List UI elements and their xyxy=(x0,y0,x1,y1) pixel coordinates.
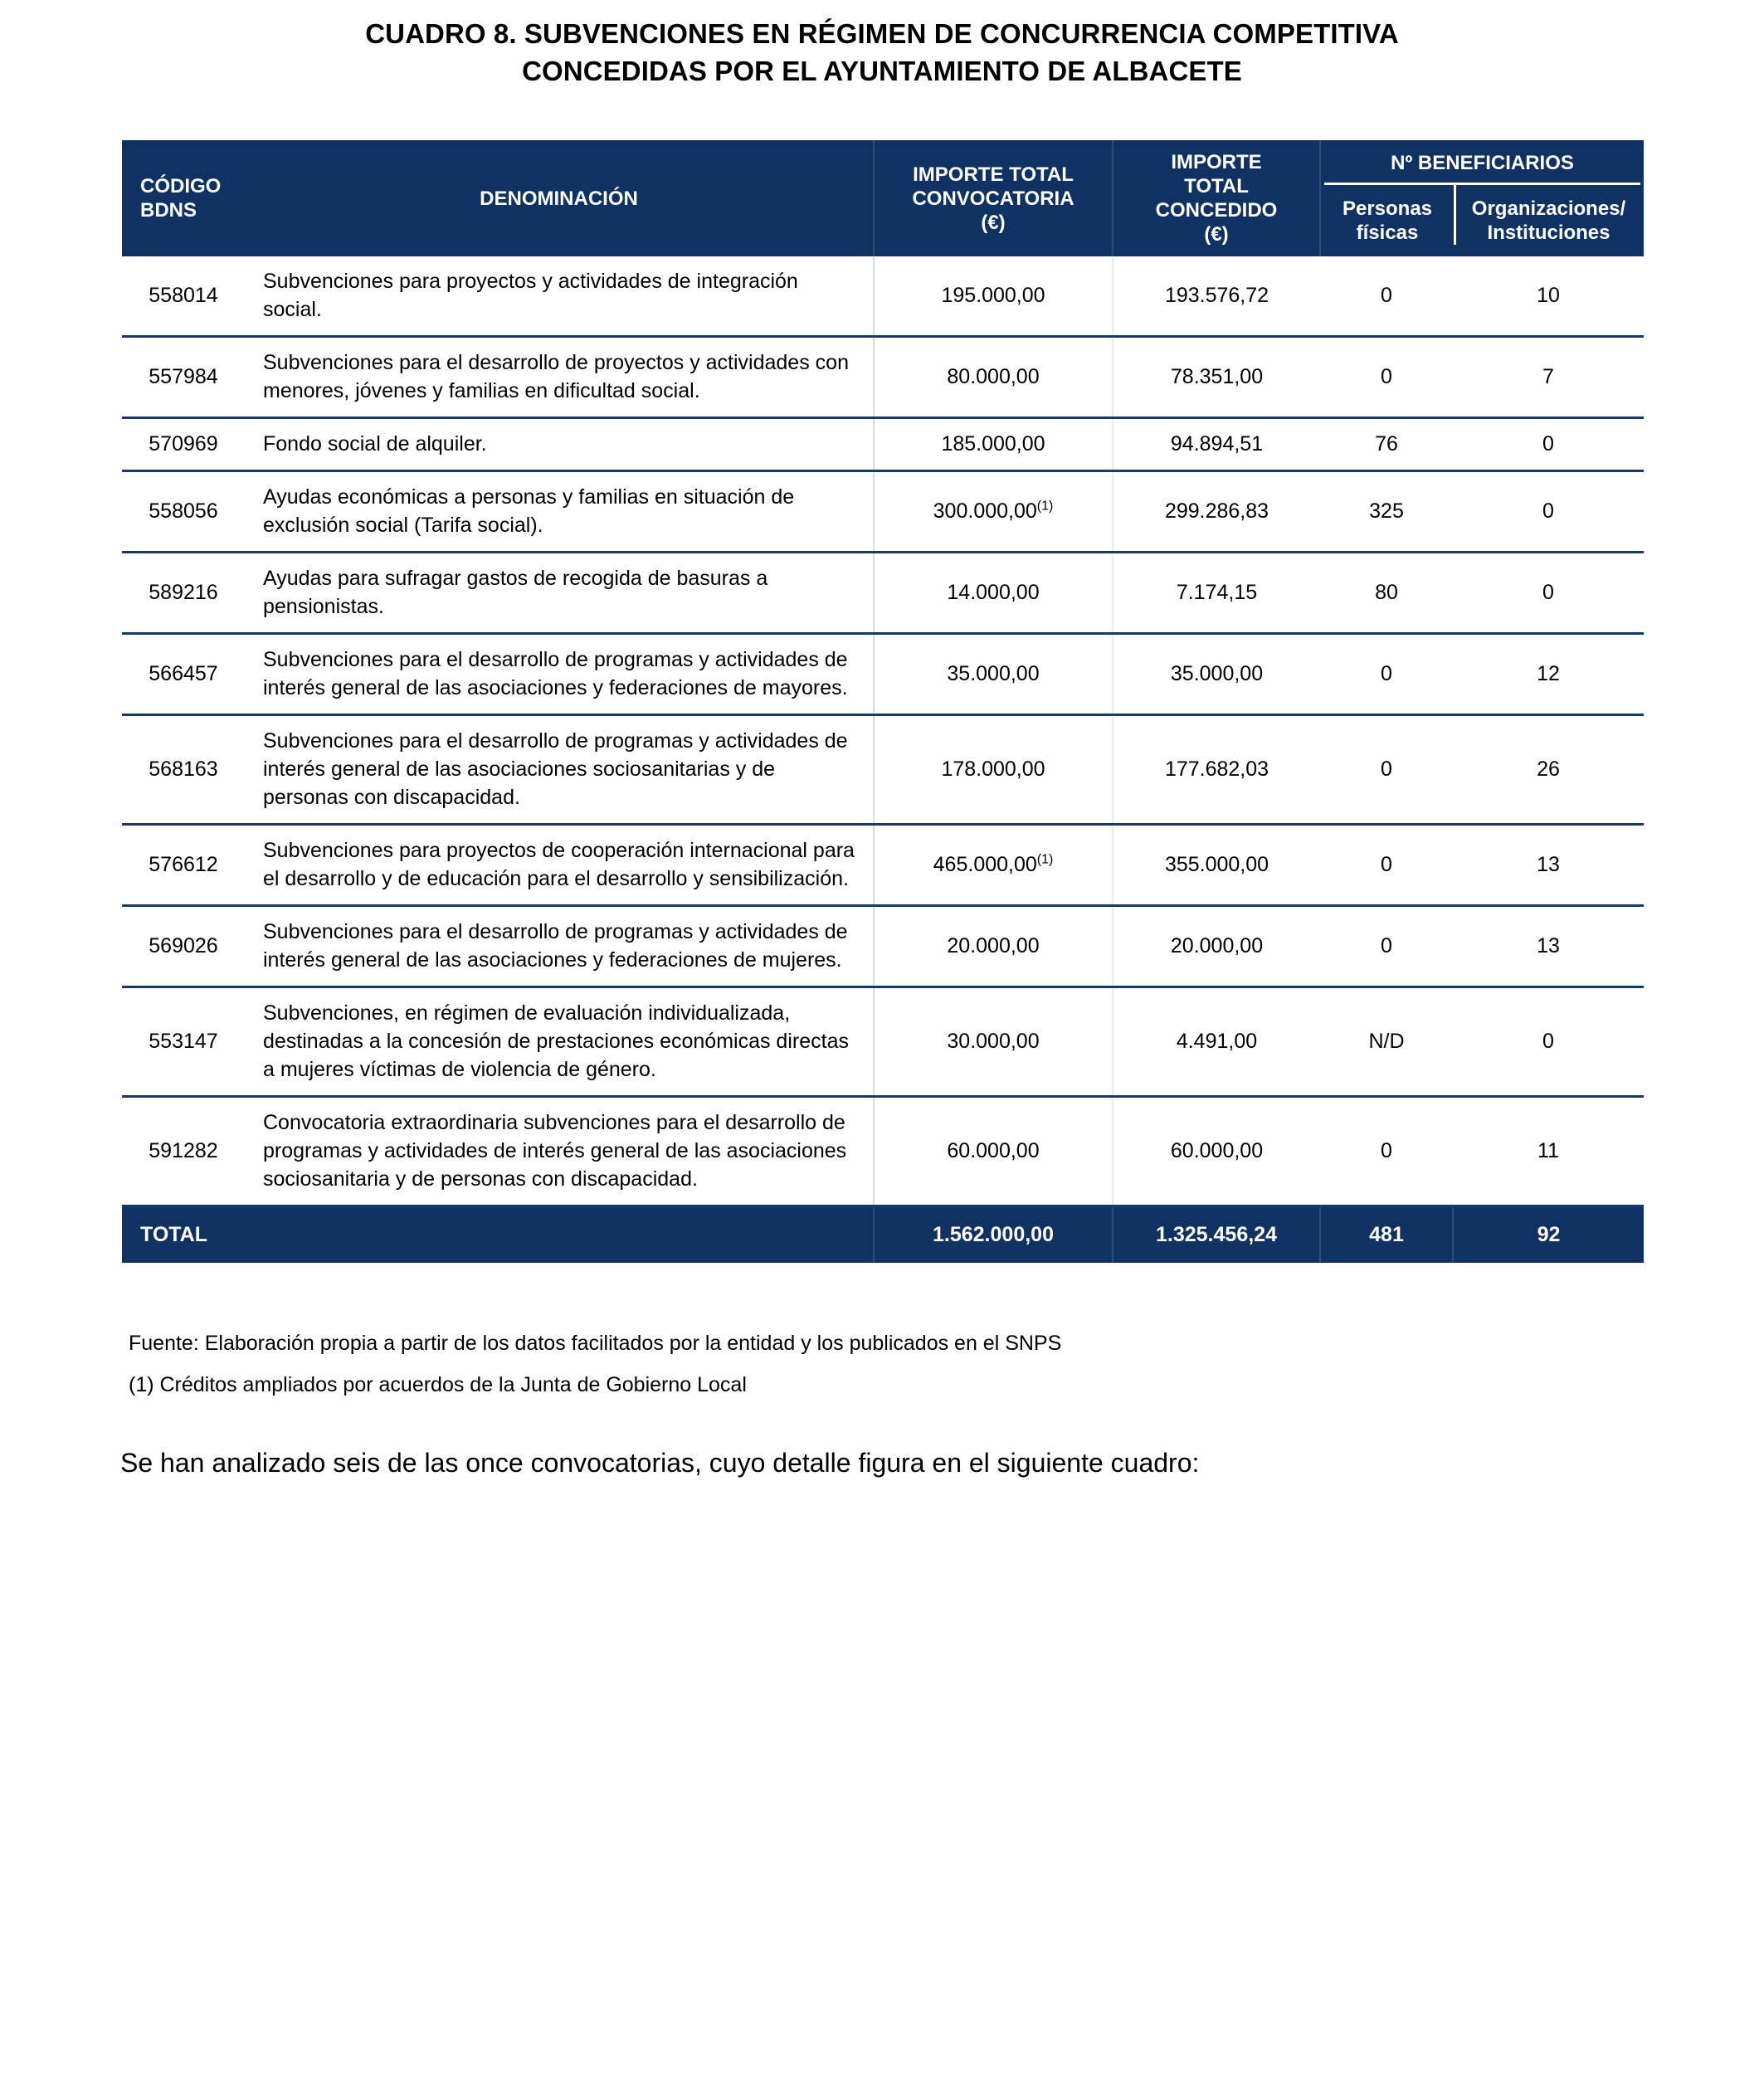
cell-codigo-bdns: 569026 xyxy=(122,906,245,987)
cell-codigo-bdns: 558014 xyxy=(122,256,245,337)
cell-importe-convocatoria-value: 35.000,00 xyxy=(947,662,1040,685)
body-paragraph: Se han analizado seis de las once convocatorias, cuyo detalle figura en el siguiente cuadro: xyxy=(120,1448,1200,1478)
column-header-codigo-bdns-line-2: BDNS xyxy=(140,199,197,222)
cell-importe-total-concedido: 20.000,00 xyxy=(1113,906,1320,987)
column-header-personas-fisicas-line-1: Personas xyxy=(1342,197,1433,220)
cell-importe-convocatoria-value: 80.000,00 xyxy=(947,365,1040,388)
table-footnotes xyxy=(129,1323,1622,1406)
page-title xyxy=(152,15,1612,90)
column-header-codigo-bdns xyxy=(122,140,245,256)
column-header-concedido-line-4: (€) xyxy=(1204,223,1229,246)
cell-importe-total-concedido: 4.491,00 xyxy=(1113,987,1320,1097)
cell-personas-fisicas: 0 xyxy=(1320,906,1453,987)
table-row xyxy=(122,256,1644,337)
cell-importe-convocatoria-value: 30.000,00 xyxy=(947,1030,1040,1053)
footnote-marker: (1) xyxy=(1036,499,1054,514)
table-row xyxy=(122,553,1644,634)
table-total-row xyxy=(122,1206,1644,1264)
table-row xyxy=(122,418,1644,471)
subvenciones-table-container xyxy=(122,140,1644,1263)
table-row xyxy=(122,471,1644,553)
cell-personas-fisicas: 0 xyxy=(1320,256,1453,337)
cell-importe-total-convocatoria xyxy=(874,256,1113,337)
cell-codigo-bdns: 570969 xyxy=(122,418,245,471)
cell-organizaciones-instituciones: 11 xyxy=(1453,1097,1644,1206)
cell-importe-total-convocatoria xyxy=(874,1097,1113,1206)
cell-organizaciones-instituciones: 0 xyxy=(1453,471,1644,553)
cell-organizaciones-instituciones: 0 xyxy=(1453,987,1644,1097)
table-header xyxy=(122,140,1644,256)
cell-organizaciones-instituciones: 13 xyxy=(1453,825,1644,906)
header-spacer xyxy=(1321,245,1644,256)
cell-organizaciones-instituciones: 10 xyxy=(1453,256,1644,337)
cell-personas-fisicas: 325 xyxy=(1320,471,1453,553)
cell-denominacion: Ayudas para sufragar gastos de recogida de basuras a pensionistas. xyxy=(245,553,874,634)
cell-denominacion: Subvenciones para el desarrollo de programas y actividades de interés general de las asociaciones sociosanitarias y de personas con discapacidad. xyxy=(245,715,874,825)
cell-importe-total-concedido: 35.000,00 xyxy=(1113,634,1320,715)
cell-importe-convocatoria-value: 195.000,00 xyxy=(941,284,1045,307)
footnote-source: Fuente: Elaboración propia a partir de los datos facilitados por la entidad y los publicados en el SNPS xyxy=(129,1332,1062,1355)
cell-codigo-bdns: 558056 xyxy=(122,471,245,553)
column-header-organizaciones-line-2: Instituciones xyxy=(1487,222,1611,244)
cell-importe-total-concedido: 355.000,00 xyxy=(1113,825,1320,906)
column-header-organizaciones-line-1: Organizaciones/ xyxy=(1471,197,1626,220)
cell-organizaciones-instituciones: 0 xyxy=(1453,418,1644,471)
cell-total-importe-concedido: 1.325.456,24 xyxy=(1113,1206,1320,1264)
table-row xyxy=(122,337,1644,418)
cell-codigo-bdns: 589216 xyxy=(122,553,245,634)
cell-organizaciones-instituciones: 13 xyxy=(1453,906,1644,987)
cell-importe-total-concedido: 60.000,00 xyxy=(1113,1097,1320,1206)
cell-codigo-bdns: 576612 xyxy=(122,825,245,906)
cell-importe-total-convocatoria xyxy=(874,825,1113,906)
cell-personas-fisicas: 0 xyxy=(1320,715,1453,825)
cell-importe-total-concedido: 7.174,15 xyxy=(1113,553,1320,634)
cell-importe-total-concedido: 193.576,72 xyxy=(1113,256,1320,337)
cell-denominacion: Convocatoria extraordinaria subvenciones para el desarrollo de programas y actividades de interés general de las asociaciones sociosanitaria y de personas con discapacidad. xyxy=(245,1097,874,1206)
beneficiarios-subheader-row xyxy=(1321,185,1644,245)
cell-importe-total-convocatoria xyxy=(874,553,1113,634)
cell-importe-total-concedido: 78.351,00 xyxy=(1113,337,1320,418)
cell-personas-fisicas: 0 xyxy=(1320,1097,1453,1206)
column-header-importe-total-concedido xyxy=(1113,140,1320,256)
cell-denominacion: Ayudas económicas a personas y familias en situación de exclusión social (Tarifa social). xyxy=(245,471,874,553)
footnote-note-1: (1) Créditos ampliados por acuerdos de la Junta de Gobierno Local xyxy=(129,1373,747,1396)
cell-importe-total-convocatoria xyxy=(874,987,1113,1097)
column-header-convocatoria-line-2: CONVOCATORIA xyxy=(912,187,1074,210)
column-header-organizaciones-instituciones xyxy=(1454,185,1641,245)
cell-codigo-bdns: 591282 xyxy=(122,1097,245,1206)
cell-importe-total-concedido: 94.894,51 xyxy=(1113,418,1320,471)
subvenciones-table xyxy=(122,140,1644,1263)
cell-organizaciones-instituciones: 7 xyxy=(1453,337,1644,418)
cell-organizaciones-instituciones: 0 xyxy=(1453,553,1644,634)
cell-denominacion: Subvenciones para el desarrollo de proyectos y actividades con menores, jóvenes y familias en dificultad social. xyxy=(245,337,874,418)
table-row xyxy=(122,987,1644,1097)
cell-denominacion: Subvenciones, en régimen de evaluación individualizada, destinadas a la concesión de prestaciones económicas directas a mujeres víctimas de violencia de género. xyxy=(245,987,874,1097)
cell-personas-fisicas: 80 xyxy=(1320,553,1453,634)
table-row xyxy=(122,825,1644,906)
table-row xyxy=(122,906,1644,987)
cell-importe-convocatoria-value: 20.000,00 xyxy=(947,934,1040,957)
cell-importe-total-convocatoria xyxy=(874,715,1113,825)
cell-total-personas-fisicas: 481 xyxy=(1320,1206,1453,1264)
document-page xyxy=(0,15,1764,2090)
cell-importe-total-convocatoria xyxy=(874,471,1113,553)
column-header-concedido-line-2: TOTAL xyxy=(1184,175,1249,197)
page-title-line-1: CUADRO 8. SUBVENCIONES EN RÉGIMEN DE CONCURRENCIA COMPETITIVA xyxy=(365,18,1399,49)
cell-personas-fisicas: N/D xyxy=(1320,987,1453,1097)
cell-codigo-bdns: 553147 xyxy=(122,987,245,1097)
cell-importe-convocatoria-value: 178.000,00 xyxy=(941,758,1045,781)
cell-importe-convocatoria-value: 465.000,00 xyxy=(933,853,1037,876)
cell-codigo-bdns: 568163 xyxy=(122,715,245,825)
cell-importe-total-convocatoria xyxy=(874,906,1113,987)
cell-importe-convocatoria-value: 300.000,00 xyxy=(933,499,1037,523)
cell-codigo-bdns: 566457 xyxy=(122,634,245,715)
cell-personas-fisicas: 0 xyxy=(1320,825,1453,906)
cell-denominacion: Subvenciones para el desarrollo de programas y actividades de interés general de las asociaciones y federaciones de mujeres. xyxy=(245,906,874,987)
cell-denominacion: Subvenciones para el desarrollo de programas y actividades de interés general de las asociaciones y federaciones de mayores. xyxy=(245,634,874,715)
cell-personas-fisicas: 0 xyxy=(1320,337,1453,418)
footnote-marker: (1) xyxy=(1036,852,1054,867)
table-row xyxy=(122,715,1644,825)
cell-importe-total-concedido: 177.682,03 xyxy=(1113,715,1320,825)
column-header-importe-total-convocatoria xyxy=(874,140,1113,256)
column-header-convocatoria-line-1: IMPORTE TOTAL xyxy=(913,163,1074,186)
cell-importe-total-convocatoria xyxy=(874,634,1113,715)
table-row xyxy=(122,1097,1644,1206)
column-header-numero-beneficiarios xyxy=(1320,140,1644,256)
cell-total-organizaciones: 92 xyxy=(1453,1206,1644,1264)
column-header-denominacion: DENOMINACIÓN xyxy=(245,140,874,256)
cell-total-label: TOTAL xyxy=(122,1206,874,1264)
cell-importe-convocatoria-value: 185.000,00 xyxy=(941,432,1045,456)
cell-organizaciones-instituciones: 26 xyxy=(1453,715,1644,825)
column-header-personas-fisicas xyxy=(1321,185,1454,245)
cell-importe-convocatoria-value: 14.000,00 xyxy=(947,581,1040,604)
cell-denominacion: Subvenciones para proyectos de cooperación internacional para el desarrollo y de educación para el desarrollo y sensibilización. xyxy=(245,825,874,906)
cell-importe-total-convocatoria xyxy=(874,337,1113,418)
cell-importe-convocatoria-value: 60.000,00 xyxy=(947,1139,1040,1162)
column-header-codigo-bdns-line-1: CÓDIGO xyxy=(140,175,222,197)
column-header-beneficiarios-label: Nº BENEFICIARIOS xyxy=(1324,140,1640,185)
column-header-personas-fisicas-line-2: físicas xyxy=(1356,222,1419,244)
cell-personas-fisicas: 0 xyxy=(1320,634,1453,715)
cell-codigo-bdns: 557984 xyxy=(122,337,245,418)
table-header-row xyxy=(122,140,1644,256)
table-body xyxy=(122,256,1644,1263)
cell-personas-fisicas: 76 xyxy=(1320,418,1453,471)
column-header-concedido-line-1: IMPORTE xyxy=(1171,151,1262,173)
column-header-convocatoria-line-3: (€) xyxy=(981,211,1006,234)
cell-denominacion: Fondo social de alquiler. xyxy=(245,418,874,471)
table-row xyxy=(122,634,1644,715)
cell-denominacion: Subvenciones para proyectos y actividades de integración social. xyxy=(245,256,874,337)
cell-total-importe-convocatoria: 1.562.000,00 xyxy=(874,1206,1113,1264)
cell-importe-total-convocatoria xyxy=(874,418,1113,471)
column-header-concedido-line-3: CONCEDIDO xyxy=(1155,199,1278,222)
cell-organizaciones-instituciones: 12 xyxy=(1453,634,1644,715)
page-title-line-2: CONCEDIDAS POR EL AYUNTAMIENTO DE ALBACETE xyxy=(522,56,1242,86)
cell-importe-total-concedido: 299.286,83 xyxy=(1113,471,1320,553)
